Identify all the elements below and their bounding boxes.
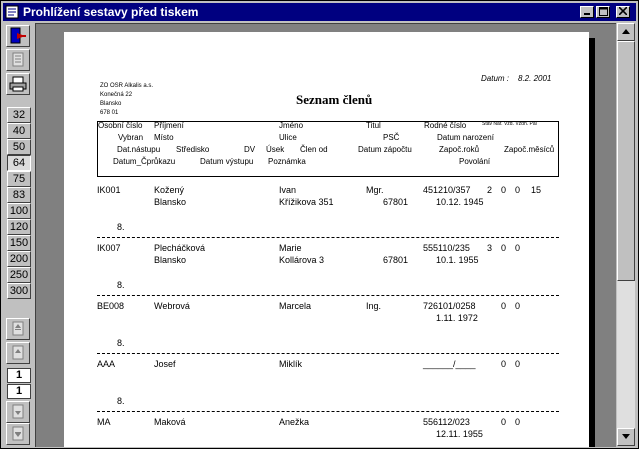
scroll-thumb[interactable] [617, 41, 635, 281]
rec-vybran: 8. [117, 396, 125, 406]
rec-n3: 0 [515, 359, 521, 369]
rec-osobni-cislo: MA [97, 417, 111, 427]
last-page-icon [8, 425, 28, 443]
rec-jmeno: Anežka [279, 417, 310, 427]
arrow-up-icon [622, 29, 630, 34]
hdr-jmeno: Jméno [279, 121, 304, 130]
arrow-down-icon [622, 434, 630, 439]
preview-toolbar [3, 23, 33, 446]
zoom-120[interactable]: 120 [7, 219, 31, 235]
previous-page-icon [8, 344, 28, 362]
rec-misto: Blansko [154, 197, 187, 207]
rec-misto: Blansko [154, 255, 187, 265]
rec-n2: 0 [501, 301, 507, 311]
rec-rodne-cislo: 556112/023 [423, 417, 470, 427]
company-line-3: Blansko [100, 101, 122, 107]
rec-n1: 2 [487, 185, 493, 195]
hdr-extra: Stav Nár. Vzd. Vzdh. Pal [482, 121, 537, 127]
page-setup-button[interactable] [6, 49, 30, 71]
hdr-usek: Úsek [266, 145, 285, 154]
rec-prijmeni: Josef [154, 359, 176, 369]
rec-n3: 0 [515, 243, 521, 253]
record-separator [97, 295, 559, 296]
date-value: 8.2. 2001 [518, 74, 552, 83]
rec-n3: 0 [515, 417, 521, 427]
report-title: Seznam členů [296, 92, 373, 107]
rec-psc: 67801 [383, 197, 409, 207]
rec-prijmeni: Webrová [154, 301, 190, 311]
scroll-down-button[interactable] [617, 428, 635, 446]
hdr-osobni-cislo: Osobní číslo [98, 121, 143, 130]
next-page-icon [8, 403, 28, 421]
rec-ulice: Křížikova 351 [279, 197, 334, 207]
exit-preview-button[interactable] [6, 25, 30, 47]
rec-jmeno: Miklík [279, 359, 302, 369]
printer-icon [8, 75, 28, 93]
rec-datum-narozeni: 10.12. 1945 [436, 197, 484, 207]
page-setup-icon [8, 51, 28, 69]
hdr-vybran: Vybran [118, 133, 144, 142]
total-pages-field: 1 [7, 384, 31, 399]
scroll-up-button[interactable] [617, 23, 635, 41]
previous-page-button[interactable] [6, 342, 30, 364]
zoom-50[interactable]: 50 [7, 139, 31, 155]
close-icon [619, 7, 627, 15]
rec-vybran: 8. [117, 222, 125, 232]
maximize-icon [599, 7, 608, 16]
zoom-64[interactable]: 64 [7, 155, 31, 171]
company-line-4: 678 01 [100, 110, 119, 116]
minimize-icon [583, 7, 591, 15]
rec-prijmeni: Maková [154, 417, 186, 427]
hdr-ulice: Ulice [279, 133, 297, 142]
rec-psc: 67801 [383, 255, 409, 265]
rec-rodne-cislo: 555110/235 [423, 243, 470, 253]
hdr-clen-od: Člen od [300, 145, 328, 154]
hdr-rodne-cislo: Rodné číslo [424, 121, 467, 130]
zoom-100[interactable]: 100 [7, 203, 31, 219]
rec-n2: 0 [501, 417, 507, 427]
first-page-button[interactable] [6, 318, 30, 340]
hdr-dat-nastupu: Dat.nástupu [117, 145, 161, 154]
zoom-150[interactable]: 150 [7, 235, 31, 251]
record-separator [97, 237, 559, 238]
hdr-prijmeni: Příjmení [154, 121, 184, 130]
app-icon [5, 5, 19, 19]
hdr-dv: DV [244, 145, 256, 154]
company-line-1: ZO OSR Alkalis a.s. [100, 83, 154, 89]
zoom-200[interactable]: 200 [7, 251, 31, 267]
next-page-button[interactable] [6, 401, 30, 423]
exit-door-icon [8, 27, 28, 45]
hdr-datum-narozeni: Datum narození [437, 133, 494, 142]
rec-n3: 0 [515, 301, 521, 311]
record-separator [97, 411, 559, 412]
rec-rodne-cislo: 726101/0258 [423, 301, 476, 311]
hdr-titul: Titul [366, 121, 381, 130]
rec-n1: 3 [487, 243, 493, 253]
hdr-stredisko: Středisko [176, 145, 210, 154]
hdr-datum-vystupu: Datum výstupu [200, 157, 254, 166]
rec-jmeno: Marie [279, 243, 302, 253]
rec-titul: Ing. [366, 301, 382, 311]
zoom-32[interactable]: 32 [7, 107, 31, 123]
hdr-psc: PSČ [383, 133, 400, 142]
rec-n4: 15 [531, 185, 542, 195]
rec-ulice: Kollárova 3 [279, 255, 325, 265]
date-label: Datum : [481, 74, 510, 83]
hdr-datum-prukazu: Datum_Čprůkazu [113, 157, 176, 166]
rec-n2: 0 [501, 243, 507, 253]
rec-jmeno: Marcela [279, 301, 312, 311]
title-bar[interactable] [3, 3, 636, 21]
rec-n3: 0 [515, 185, 521, 195]
rec-vybran: 8. [117, 338, 125, 348]
rec-osobni-cislo: IK007 [97, 243, 121, 253]
report-page [64, 32, 589, 447]
record-separator [97, 353, 559, 354]
hdr-datum-zapoctu: Datum zápočtu [358, 145, 412, 154]
current-page-field[interactable]: 1 [7, 368, 31, 383]
rec-datum-narozeni: 12.11. 1955 [436, 429, 483, 439]
rec-osobni-cislo: IK001 [97, 185, 121, 195]
rec-n2: 0 [501, 185, 507, 195]
rec-vybran: 8. [117, 280, 125, 290]
company-line-2: Konečná 22 [100, 92, 133, 98]
zoom-250[interactable]: 250 [7, 267, 31, 283]
print-button[interactable] [6, 73, 30, 95]
first-page-icon [8, 320, 28, 338]
rec-titul: Mgr. [366, 185, 384, 195]
rec-jmeno: Ivan [279, 185, 297, 195]
rec-rodne-cislo: 451210/357 [423, 185, 471, 195]
rec-prijmeni: Kožený [154, 185, 185, 195]
rec-rodne-cislo: ______/____ [423, 359, 476, 369]
hdr-zapoc-roku: Započ.roků [439, 145, 480, 154]
rec-datum-narozeni: 1.11. 1972 [436, 313, 478, 323]
last-page-button[interactable] [6, 423, 30, 445]
page-shadow [589, 38, 595, 447]
hdr-poznamka: Poznámka [268, 157, 306, 166]
zoom-40[interactable]: 40 [7, 123, 31, 139]
zoom-300[interactable]: 300 [7, 283, 31, 299]
preview-area[interactable] [35, 23, 616, 447]
rec-osobni-cislo: AAA [97, 359, 116, 369]
close-button[interactable] [616, 6, 630, 18]
vertical-scrollbar[interactable] [617, 23, 635, 446]
rec-n2: 0 [501, 359, 507, 369]
minimize-button[interactable] [580, 6, 594, 18]
rec-datum-narozeni: 10.1. 1955 [436, 255, 479, 265]
rec-prijmeni: Plecháčková [154, 243, 206, 253]
hdr-povolani: Povolání [459, 157, 491, 166]
zoom-83[interactable]: 83 [7, 187, 31, 203]
hdr-zapoc-mesicu: Započ.měsíců [504, 145, 555, 154]
hdr-misto: Místo [154, 133, 174, 142]
window-title: Prohlížení sestavy před tiskem [23, 5, 199, 19]
maximize-button[interactable] [596, 6, 610, 18]
zoom-75[interactable]: 75 [7, 171, 31, 187]
rec-osobni-cislo: BE008 [97, 301, 125, 311]
